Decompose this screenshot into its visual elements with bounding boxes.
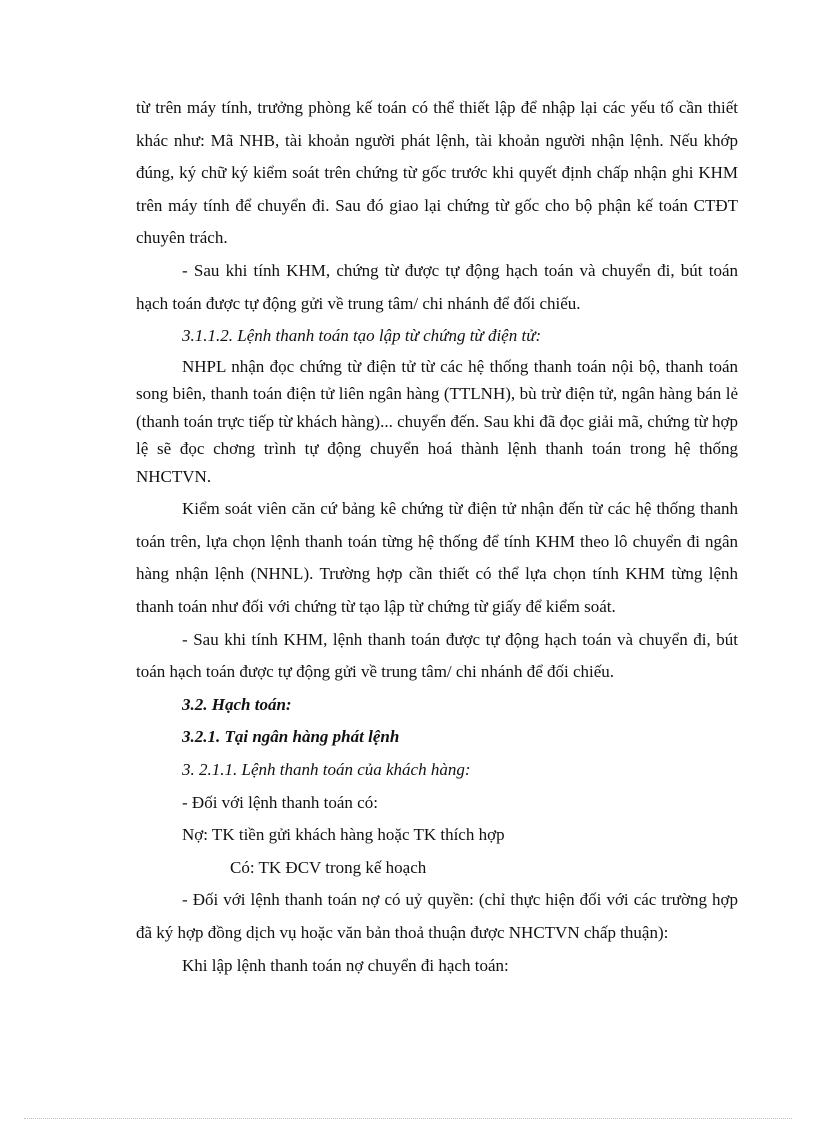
paragraph-after-khm-2: - Sau khi tính KHM, lệnh thanh toán được tự động hạch toán và chuyển đi, bút toán hạch toán được tự động gửi về trung tâm/ chi nhánh để đối chiếu. xyxy=(136,629,738,682)
heading-3-2-1-1: 3. 2.1.1. Lệnh thanh toán của khách hàng: xyxy=(182,760,471,779)
page-bottom-divider xyxy=(24,1118,792,1119)
heading-3-2: 3.2. Hạch toán: xyxy=(182,694,292,714)
paragraph-khi-lap: Khi lập lệnh thanh toán nợ chuyển đi hạch toán: xyxy=(182,955,509,975)
paragraph-lenh-no: - Đối với lệnh thanh toán nợ có uỷ quyền: (chỉ thực hiện đối với các trường hợp đã ký hợp đồng dịch vụ hoặc văn bản thoả thuận được NHCTVN chấp thuận): xyxy=(136,890,738,942)
paragraph-nhpl: NHPL nhận đọc chứng từ điện tử từ các hệ thống thanh toán nội bộ, thanh toán song biên, thanh toán điện tử liên ngân hàng (TTLNH), bù trừ điện tử, ngân hàng bán lẻ (thanh toán trực tiếp từ khách hàng)... chuyển đến. Sau khi đã đọc giải mã, chứng từ hợp lệ sẽ đọc chơng trình tự động chuyển hoá thành lệnh thanh toán trong hệ thống NHCTVN. xyxy=(136,356,738,486)
paragraph-lenh-co: - Đối với lệnh thanh toán có: xyxy=(182,792,378,812)
entry-no: Nợ: TK tiền gửi khách hàng hoặc TK thích hợp xyxy=(182,825,505,845)
entry-co: Có: TK ĐCV trong kế hoạch xyxy=(230,857,427,877)
page-body xyxy=(136,92,738,982)
paragraph-after-khm: - Sau khi tính KHM, chứng từ được tự động hạch toán và chuyển đi, bút toán hạch toán được tự động gửi về trung tâm/ chi nhánh để đối chiếu. xyxy=(136,260,738,313)
paragraph-continuation: từ trên máy tính, trưởng phòng kế toán có thể thiết lập để nhập lại các yếu tố cần thiết khác như: Mã NHB, tài khoản người phát lệnh, tài khoản người nhận lệnh. Nếu khớp đúng, ký chữ ký kiểm soát trên chứng từ gốc trước khi quyết định chấp nhận ghi KHM trên máy tính để chuyển đi. Sau đó giao lại chứng từ gốc cho bộ phận kế toán CTĐT chuyên trách. xyxy=(136,98,738,248)
heading-3-1-1-2: 3.1.1.2. Lệnh thanh toán tạo lập từ chứng từ điện tử: xyxy=(182,326,542,346)
paragraph-kiem-soat-vien: Kiểm soát viên căn cứ bảng kê chứng từ điện tử nhận đến từ các hệ thống thanh toán trên, lựa chọn lệnh thanh toán từng hệ thống để tính KHM theo lô chuyển đi ngân hàng nhận lệnh (NHNL). Trường hợp cần thiết có thể lựa chọn tính KHM từng lệnh thanh toán như đối với chứng từ tạo lập từ chứng từ giấy để kiểm soát. xyxy=(136,499,738,617)
heading-3-2-1: 3.2.1. Tại ngân hàng phát lệnh xyxy=(182,727,400,747)
